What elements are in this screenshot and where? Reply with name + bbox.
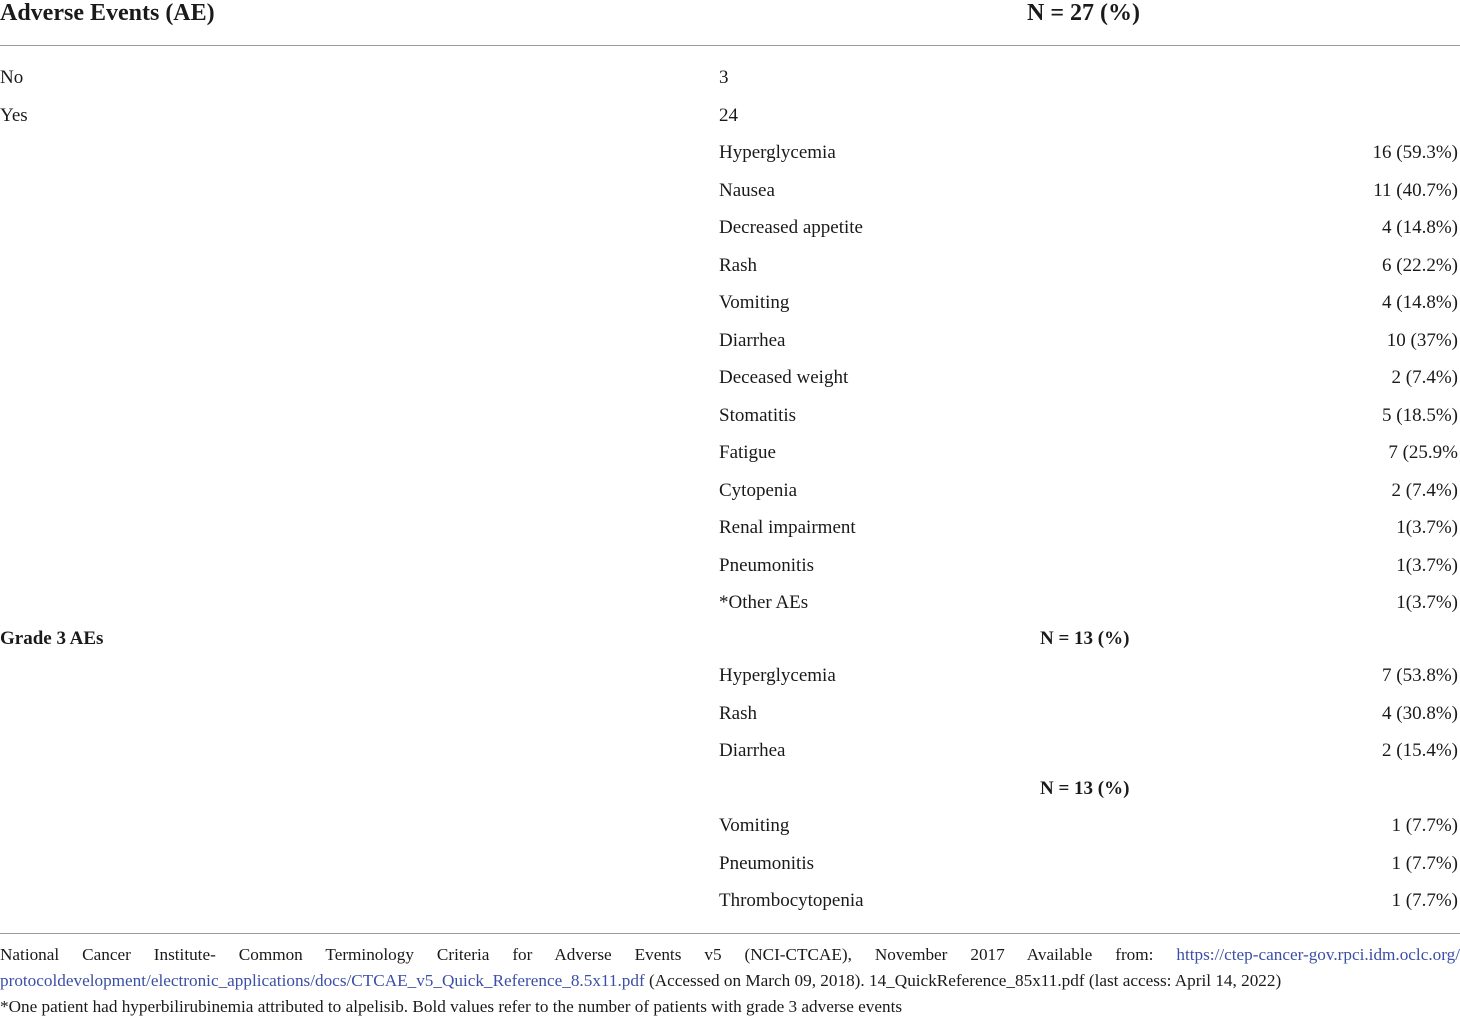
footnote-line2-text: (Accessed on March 09, 2018). 14_QuickReference_85x11.pdf (last access: April 14, 2022) (648, 971, 1282, 990)
event-value: 1 (7.7%) (1391, 852, 1458, 874)
event-value: 10 (37%) (1386, 329, 1458, 351)
event-name: Vomiting (719, 815, 790, 836)
column-header-n-total: N = 27 (%) (1027, 0, 1140, 26)
event-name: Hyperglycemia (719, 142, 836, 163)
event-name: Renal impairment (719, 517, 856, 538)
grade3-subheader-2: N = 13 (%) (1040, 778, 1130, 799)
event-name: Vomiting (719, 292, 790, 313)
event-name: Cytopenia (719, 479, 798, 501)
event-value: 6 (22.2%) (1382, 254, 1458, 276)
event-value: 1 (7.7%) (1391, 815, 1458, 836)
header-rule (0, 45, 1460, 46)
row-yes-count: 24 (719, 105, 738, 126)
event-name: Diarrhea (719, 740, 786, 761)
event-name: Diarrhea (719, 329, 786, 351)
event-value: 5 (18.5%) (1382, 404, 1458, 426)
row-no-count: 3 (719, 67, 729, 88)
event-value: 1(3.7%) (1396, 517, 1458, 538)
event-value: 4 (14.8%) (1382, 217, 1458, 238)
event-value: 7 (25.9% (1388, 442, 1458, 463)
grade3-subheader-1: N = 13 (%) (1040, 628, 1130, 649)
event-name: Stomatitis (719, 404, 797, 426)
footer-rule (0, 933, 1460, 934)
event-name: Pneumonitis (719, 554, 815, 576)
event-value: 2 (7.4%) (1391, 479, 1458, 501)
event-name: Decreased appetite (719, 217, 863, 238)
event-value: 2 (7.4%) (1391, 367, 1458, 388)
footnote-line-3: *One patient had hyperbilirubinemia attributed to alpelisib. Bold values refer to the number of patients with grade 3 adverse events (0, 997, 903, 1016)
event-name: Deceased weight (719, 367, 849, 388)
event-value: 11 (40.7%) (1373, 179, 1458, 201)
footnote-line-1 (0, 942, 1460, 968)
event-value: 1 (7.7%) (1391, 890, 1458, 911)
grade3-label: Grade 3 AEs (0, 628, 104, 649)
event-value: 7 (53.8%) (1382, 665, 1458, 686)
footnote-source-link-2[interactable]: protocoldevelopment/electronic_applications/docs/CTCAE_v5_Quick_Reference_8.5x11.pdf (0, 971, 645, 990)
event-value: 4 (30.8%) (1382, 702, 1458, 724)
event-name: Nausea (719, 179, 775, 201)
event-name: Rash (719, 254, 757, 276)
event-value: 2 (15.4%) (1382, 740, 1458, 761)
event-value: 1(3.7%) (1396, 554, 1458, 576)
event-name: Rash (719, 702, 757, 724)
event-name: *Other AEs (719, 592, 809, 613)
column-header-adverse-events: Adverse Events (AE) (0, 0, 215, 26)
event-value: 4 (14.8%) (1382, 292, 1458, 313)
footnote-line1-text: National Cancer Institute- Common Terminology Criteria for Adverse Events v5 (NCI-CTCAE), November 2017 Available from: (0, 945, 1154, 964)
row-no-label: No (0, 67, 24, 88)
event-name: Hyperglycemia (719, 665, 836, 686)
row-yes-label: Yes (0, 105, 28, 126)
event-name: Pneumonitis (719, 852, 815, 874)
footnote-line-2 (0, 968, 1281, 994)
event-value: 1(3.7%) (1396, 592, 1458, 613)
footnote-source-link-1[interactable]: https://ctep-cancer-gov.rpci.idm.oclc.org/ (1176, 945, 1460, 964)
event-name: Fatigue (719, 442, 776, 463)
event-value: 16 (59.3%) (1372, 142, 1458, 163)
event-name: Thrombocytopenia (719, 890, 864, 911)
